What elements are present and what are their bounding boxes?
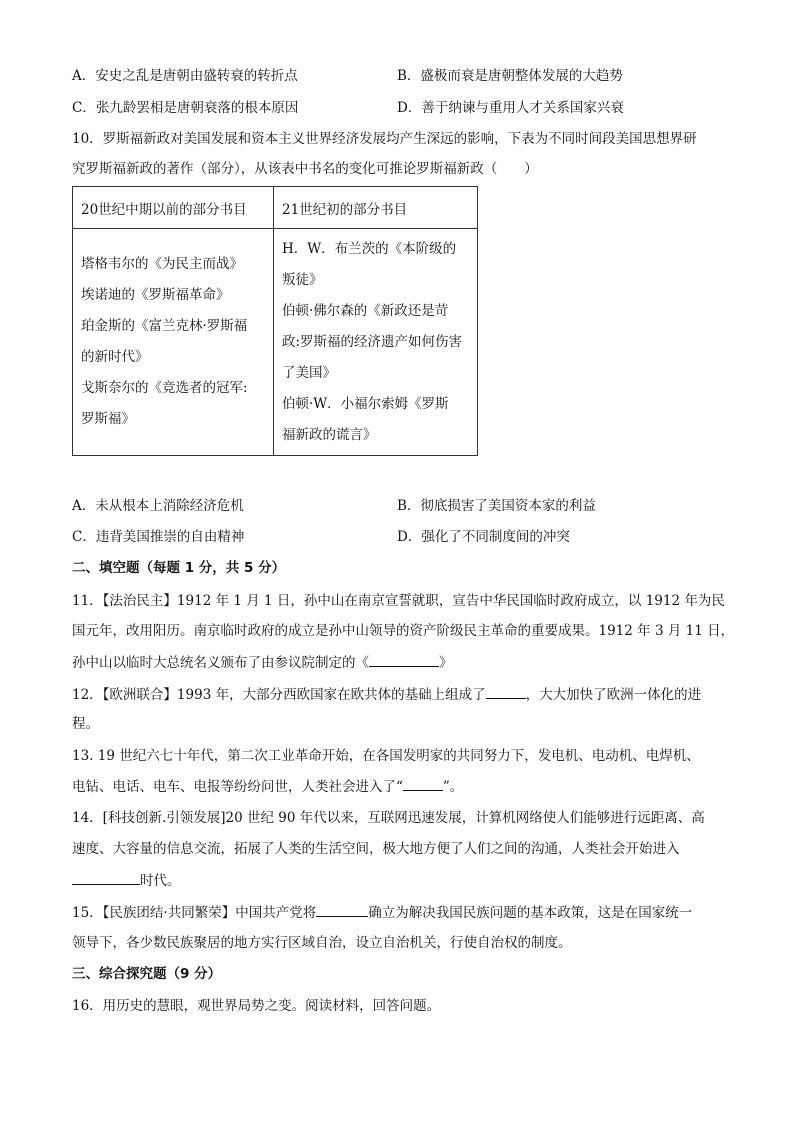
table-cell-right bbox=[274, 229, 478, 456]
q11-answer-blank[interactable] bbox=[369, 652, 439, 667]
q10-stem-line1: 10．罗斯福新政对美国发展和资本主义世界经济发展均产生深远的影响，下表为不同时间段美国思想界研 bbox=[72, 131, 697, 147]
book-entry: 了美国》 bbox=[282, 364, 336, 381]
q13-line2-end: ”。 bbox=[442, 779, 464, 795]
q11-line1: 11．【法治民主】1912 年 1 月 1 日，孙中山在南京宣誓就职，宣告中华民国临时政府成立，以 1912 年为民 bbox=[72, 593, 725, 609]
q14-line2: 速度、大容量的信息交流，拓展了人类的生活空间，极大地方便了人们之间的沟通，人类社会开始进入 bbox=[72, 841, 680, 857]
q9-option-b: B．盛极而衰是唐朝整体发展的大趋势 bbox=[397, 68, 623, 84]
q13-answer-blank[interactable] bbox=[403, 776, 443, 791]
book-entry: 埃诺迪的《罗斯福革命》 bbox=[81, 287, 230, 303]
q9-option-a: A．安史之乱是唐朝由盛转衰的转折点 bbox=[72, 68, 298, 84]
q13-line2 bbox=[72, 776, 463, 797]
table-header-right: 21世纪初的部分书目 bbox=[274, 187, 478, 229]
book-entry: 福新政的谎言》 bbox=[282, 426, 377, 443]
q10-stem-line2: 究罗斯福新政的著作（部分），从该表中书名的变化可推论罗斯福新政（ ） bbox=[72, 161, 538, 177]
q9-option-d: D．善于纳谏与重用人才关系国家兴衰 bbox=[397, 100, 624, 116]
table-cell-left bbox=[73, 229, 274, 456]
q15-line1-text: 15．【民族团结·共同繁荣】中国共产党将 bbox=[72, 905, 317, 921]
q14-line3-text: 时代。 bbox=[140, 873, 181, 889]
book-entry: 塔格韦尔的《为民主而战》 bbox=[81, 256, 243, 272]
q15-line1-end: 确立为解决我国民族问题的基本政策，这是在国家统一 bbox=[368, 905, 693, 921]
q14-line1: 14．[科技创新.引领发展]20 世纪 90 年代以来，互联网迅速发展，计算机网络使人们能够进行远距离、高 bbox=[72, 810, 705, 826]
book-entry: 伯顿·W．小福尔索姆《罗斯 bbox=[282, 395, 449, 412]
book-entry: H．W．布兰茨的《本阶级的 bbox=[282, 240, 457, 257]
q10-booklist-table bbox=[72, 186, 478, 456]
table-header-left: 20世纪中期以前的部分书目 bbox=[73, 187, 274, 229]
book-entry: 政:罗斯福的经济遗产如何伤害 bbox=[282, 333, 463, 350]
q10-option-a: A．未从根本上消除经济危机 bbox=[72, 498, 244, 514]
section2-title: 二、填空题（每题 1 分，共 5 分） bbox=[72, 560, 286, 576]
q11-line3-text: 孙中山以临时大总统名义颁布了由参议院制定的《 bbox=[72, 655, 369, 671]
q16-stem: 16．用历史的慧眼，观世界局势之变。阅读材料，回答问题。 bbox=[72, 998, 441, 1014]
book-entry: 叛徒》 bbox=[282, 271, 323, 288]
q12-line1-end: ，大大加快了欧洲一体化的进 bbox=[525, 687, 702, 703]
q15-line1 bbox=[72, 902, 692, 923]
section3-title: 三、综合探究题（9 分） bbox=[72, 966, 222, 982]
q15-answer-blank[interactable] bbox=[316, 902, 368, 917]
q12-line1 bbox=[72, 684, 701, 705]
q11-line3-end: 》 bbox=[439, 655, 453, 671]
q9-option-c: C．张九龄罢相是唐朝衰落的根本原因 bbox=[72, 100, 299, 116]
q15-line2: 领导下，各少数民族聚居的地方实行区域自治，设立自治机关，行使自治权的制度。 bbox=[72, 935, 572, 951]
q13-line2-text: 电钻、电话、电车、电报等纷纷问世，人类社会进入了“ bbox=[72, 779, 403, 795]
book-entry: 伯顿·佛尔森的《新政还是苛 bbox=[282, 302, 449, 319]
q12-line2: 程。 bbox=[72, 716, 99, 732]
q10-option-d: D．强化了不同制度间的冲突 bbox=[397, 529, 570, 545]
book-entry: 珀金斯的《富兰克林·罗斯福 bbox=[81, 318, 248, 334]
book-entry: 罗斯福》 bbox=[81, 411, 135, 427]
q14-line3 bbox=[72, 870, 181, 891]
q12-line1-text: 12．【欧洲联合】1993 年，大部分西欧国家在欧共体的基础上组成了 bbox=[72, 687, 486, 703]
q11-line3 bbox=[72, 652, 453, 673]
q10-option-b: B．彻底损害了美国资本家的利益 bbox=[397, 498, 596, 514]
q10-option-c: C．违背美国推崇的自由精神 bbox=[72, 529, 245, 545]
book-entry: 戈斯奈尔的《竞选者的冠军: bbox=[81, 380, 248, 396]
q11-line2: 国元年，改用阳历。南京临时政府的成立是孙中山领导的资产阶级民主革命的重要成果。1912 年 3 月 11 日， bbox=[72, 623, 735, 639]
q12-answer-blank[interactable] bbox=[486, 684, 526, 699]
book-entry: 的新时代》 bbox=[81, 349, 149, 365]
q13-line1: 13. 19 世纪六七十年代，第二次工业革命开始，在各国发明家的共同努力下，发电机、电动机、电焊机、 bbox=[72, 748, 700, 764]
q14-answer-blank[interactable] bbox=[72, 870, 140, 885]
